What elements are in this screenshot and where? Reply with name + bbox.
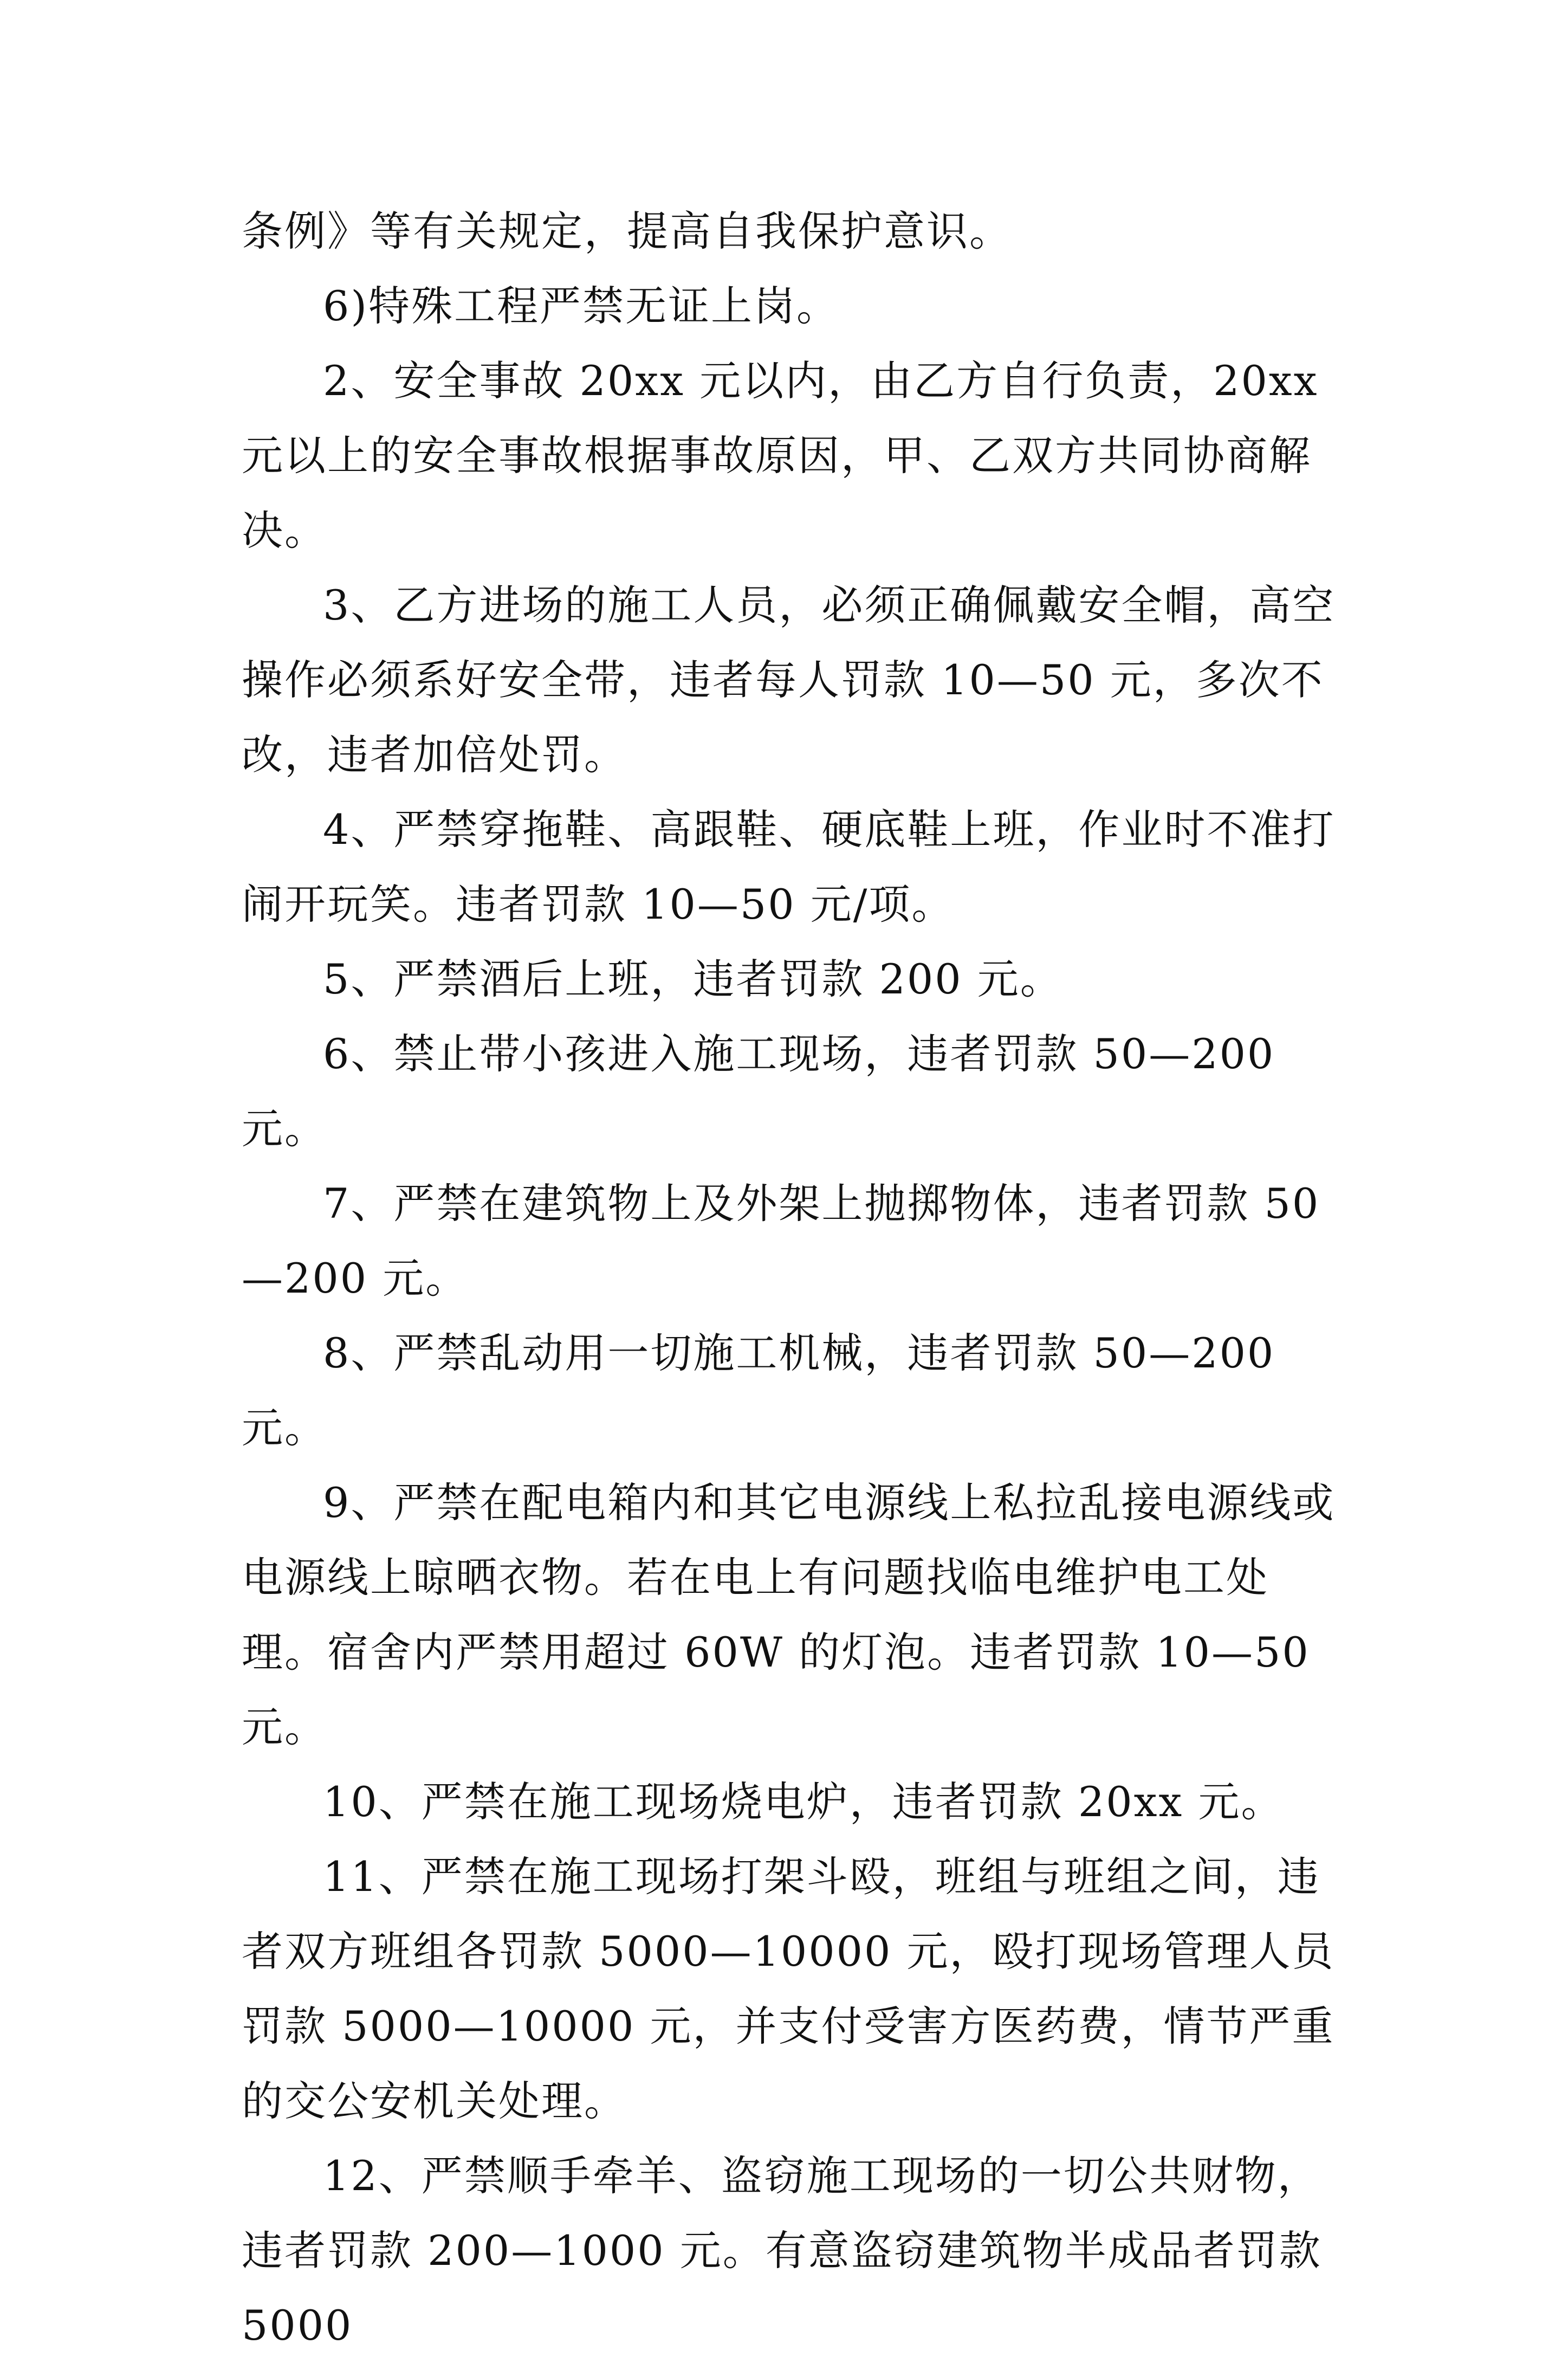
paragraph-rule-2: 2、安全事故 20xx 元以内，由乙方自行负责，20xx 元以上的安全事故根据事故原因，甲、乙双方共同协商解决。 (242, 357, 1333, 554)
paragraph-rule-9: 9、严禁在配电箱内和其它电源线上私拉乱接电源线或电源线上晾晒衣物。若在电上有问题找临电维护电工处理。宿舍内严禁用超过 60W 的灯泡。违者罚款 10—50 元。 (242, 1479, 1336, 1751)
paragraph-rule-5: 5、严禁酒后上班，违者罚款 200 元。 (323, 955, 1063, 1003)
paragraph-continuation: 条例》等有关规定，提高自我保护意识。 (242, 207, 1012, 255)
paragraph-rule-7: 7、严禁在建筑物上及外架上抛掷物体，违者罚款 50—200 元。 (242, 1179, 1320, 1302)
paragraph-rule-10: 10、严禁在施工现场烧电炉，违者罚款 20xx 元。 (323, 1778, 1284, 1826)
paragraph-rule-4: 4、严禁穿拖鞋、高跟鞋、硬底鞋上班，作业时不准打闹开玩笑。违者罚款 10—50 元/项。 (242, 805, 1336, 928)
document-body (242, 194, 1347, 2363)
paragraph-rule-12: 12、严禁顺手牵羊、盗窃施工现场的一切公共财物，违者罚款 200—1000 元。有意盗窃建筑物半成品者罚款 5000 (242, 2152, 1337, 2349)
paragraph-rule-3: 3、乙方进场的施工人员，必须正确佩戴安全帽，高空操作必须系好安全带，违者每人罚款 10—50 元，多次不改，违者加倍处罚。 (242, 581, 1336, 779)
paragraph-item-6: 6)特殊工程严禁无证上岗。 (323, 282, 840, 330)
paragraph-rule-8: 8、严禁乱动用一切施工机械，违者罚款 50—200 元。 (242, 1329, 1290, 1452)
paragraph-rule-11: 11、严禁在施工现场打架斗殴，班组与班组之间，违者双方班组各罚款 5000—10000 元，殴打现场管理人员罚款 5000—10000 元，并支付受害方医药费，情节严重的交公安机关处理。 (242, 1852, 1335, 2125)
paragraph-rule-6: 6、禁止带小孩进入施工现场，违者罚款 50—200 元。 (242, 1030, 1290, 1153)
